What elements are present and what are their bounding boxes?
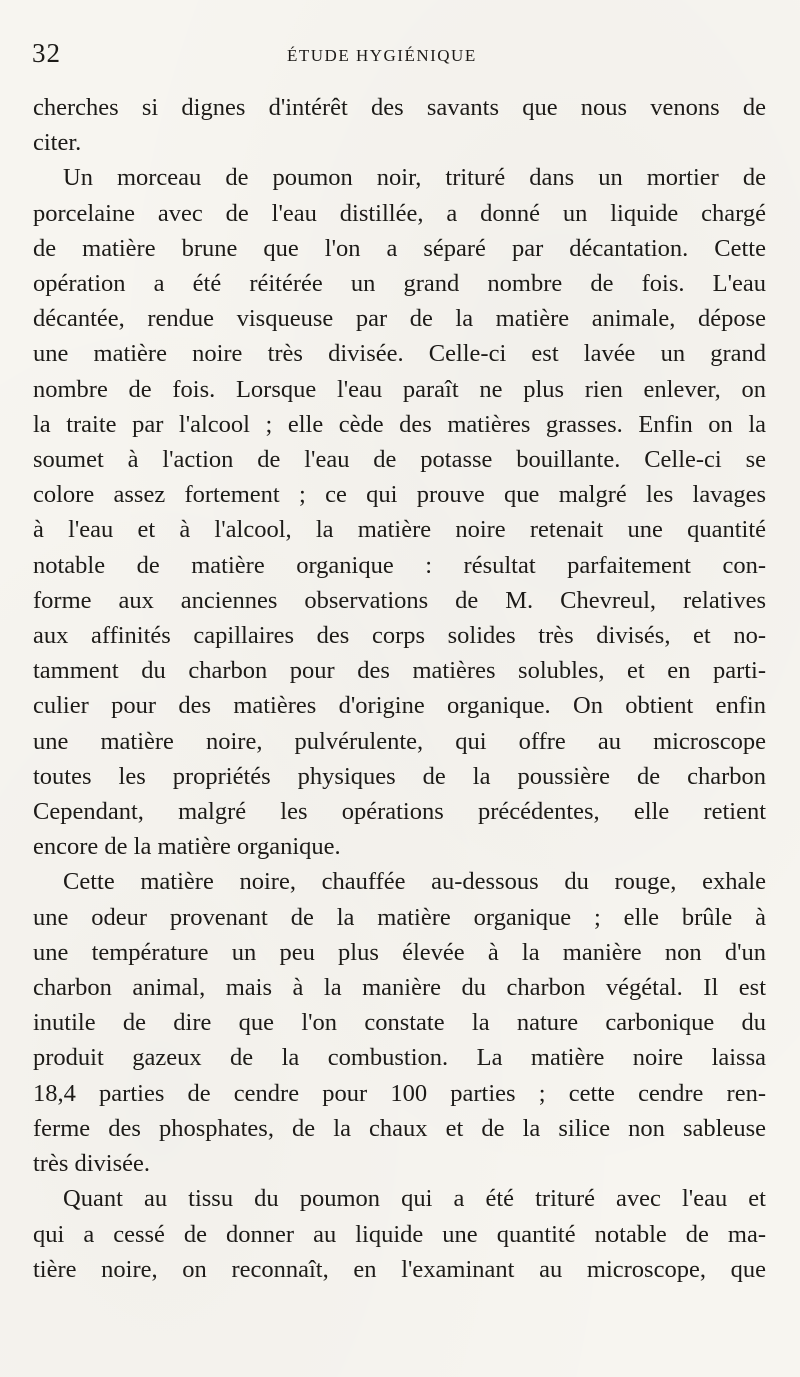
text-line: forme aux anciennes observations de M. Chevreul, relatives: [33, 586, 766, 614]
text-line: une matière noire, pulvérulente, qui offre au microscope: [33, 727, 766, 755]
body-text: [33, 90, 766, 1287]
text-line: très divisée.: [33, 1150, 151, 1178]
text-line: inutile de dire que l'on constate la nature carbonique du: [33, 1009, 766, 1037]
text-line: une matière noire très divisée. Celle-ci est lavée un grand: [33, 340, 766, 368]
text-line: tamment du charbon pour des matières solubles, et en parti-: [33, 657, 766, 685]
text-line: qui a cessé de donner au liquide une quantité notable de ma-: [33, 1220, 766, 1248]
text-line: encore de la matière organique.: [33, 833, 341, 861]
text-line: Quant au tissu du poumon qui a été trituré avec l'eau et: [63, 1185, 766, 1213]
text-line: à l'eau et à l'alcool, la matière noire retenait une quantité: [33, 516, 766, 544]
page-header: [30, 34, 770, 74]
text-line: notable de matière organique : résultat parfaitement con-: [33, 551, 766, 579]
text-line: citer.: [33, 129, 82, 157]
text-line: nombre de fois. Lorsque l'eau paraît ne plus rien enlever, on: [33, 375, 766, 403]
running-head: ÉTUDE HYGIÉNIQUE: [287, 46, 477, 65]
text-line: aux affinités capillaires des corps solides très divisés, et no-: [33, 622, 766, 650]
paragraph-2: [33, 160, 766, 864]
paragraph-3: [33, 864, 766, 1181]
paragraph-1: [33, 90, 766, 160]
text-line: de matière brune que l'on a séparé par décantation. Cette: [33, 234, 766, 262]
text-line: tière noire, on reconnaît, en l'examinant au microscope, que: [33, 1255, 766, 1283]
text-line: toutes les propriétés physiques de la poussière de charbon: [33, 762, 766, 790]
text-line: une odeur provenant de la matière organique ; elle brûle à: [33, 903, 766, 931]
text-line: une température un peu plus élevée à la manière non d'un: [33, 938, 766, 966]
text-line: Cependant, malgré les opérations précédentes, elle retient: [33, 798, 766, 826]
text-line: cherches si dignes d'intérêt des savants que nous venons de: [33, 94, 766, 121]
text-line: 18,4 parties de cendre pour 100 parties ; cette cendre ren-: [33, 1079, 766, 1107]
text-line: produit gazeux de la combustion. La matière noire laissa: [33, 1044, 766, 1072]
text-line: soumet à l'action de l'eau de potasse bouillante. Celle-ci se: [33, 446, 766, 474]
text-line: ferme des phosphates, de la chaux et de la silice non sableuse: [33, 1114, 766, 1142]
text-line: opération a été réitérée un grand nombre de fois. L'eau: [33, 270, 766, 298]
text-line: la traite par l'alcool ; elle cède des matières grasses. Enfin on la: [33, 410, 766, 438]
text-line: colore assez fortement ; ce qui prouve que malgré les lavages: [33, 481, 766, 509]
text-line: Cette matière noire, chauffée au-dessous du rouge, exhale: [63, 868, 766, 896]
text-line: porcelaine avec de l'eau distillée, a donné un liquide chargé: [33, 199, 766, 227]
paragraph-4: [33, 1181, 766, 1287]
text-line: Un morceau de poumon noir, trituré dans un mortier de: [63, 164, 766, 192]
page-number: 32: [32, 38, 61, 68]
text-line: charbon animal, mais à la manière du charbon végétal. Il est: [33, 974, 766, 1002]
text-line: décantée, rendue visqueuse par de la matière animale, dépose: [33, 305, 766, 333]
text-line: culier pour des matières d'origine organique. On obtient enfin: [33, 692, 766, 720]
